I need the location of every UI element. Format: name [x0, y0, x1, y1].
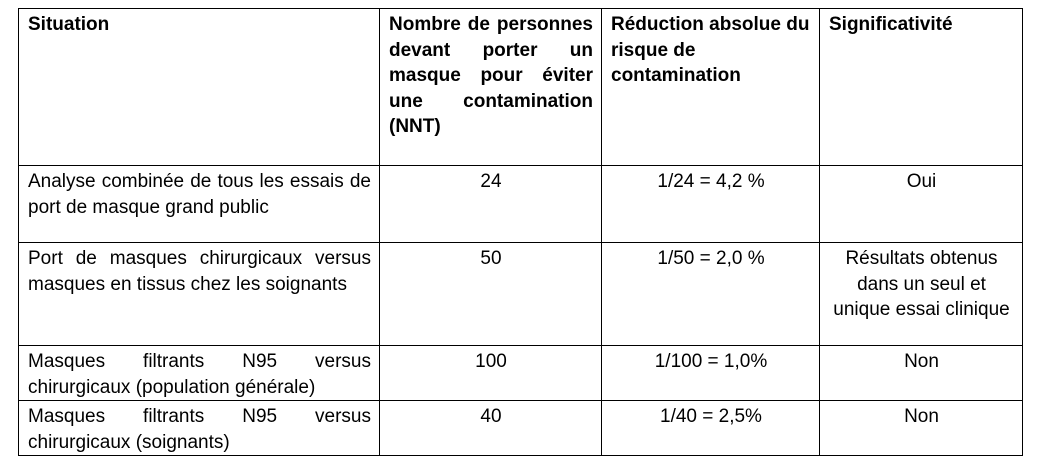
header-significance: Significativité — [820, 9, 1023, 166]
cell-risk-reduction: 1/40 = 2,5% — [602, 401, 820, 456]
cell-situation: Masques filtrants N95 versus chirurgicaux (soignants) — [19, 401, 380, 456]
header-risk-reduction: Réduction absolue du risque de contamination — [602, 9, 820, 166]
cell-risk-reduction: 1/50 = 2,0 % — [602, 243, 820, 346]
mask-effectiveness-table — [18, 8, 1023, 456]
cell-significance: Oui — [820, 166, 1023, 243]
header-nnt: Nombre de personnes devant porter un masque pour éviter une contamination (NNT) — [380, 9, 602, 166]
cell-significance: Résultats obtenus dans un seul et unique essai clinique — [820, 243, 1023, 346]
cell-risk-reduction: 1/100 = 1,0% — [602, 346, 820, 401]
table-row — [19, 401, 1023, 456]
cell-significance: Non — [820, 346, 1023, 401]
table-row — [19, 166, 1023, 243]
table-row — [19, 243, 1023, 346]
cell-nnt: 50 — [380, 243, 602, 346]
cell-situation: Port de masques chirurgicaux versus masques en tissus chez les soignants — [19, 243, 380, 346]
table-header-row — [19, 9, 1023, 166]
cell-situation: Analyse combinée de tous les essais de port de masque grand public — [19, 166, 380, 243]
cell-nnt: 24 — [380, 166, 602, 243]
cell-significance: Non — [820, 401, 1023, 456]
cell-nnt: 100 — [380, 346, 602, 401]
cell-risk-reduction: 1/24 = 4,2 % — [602, 166, 820, 243]
header-situation: Situation — [19, 9, 380, 166]
cell-situation: Masques filtrants N95 versus chirurgicaux (population générale) — [19, 346, 380, 401]
table-row — [19, 346, 1023, 401]
cell-nnt: 40 — [380, 401, 602, 456]
